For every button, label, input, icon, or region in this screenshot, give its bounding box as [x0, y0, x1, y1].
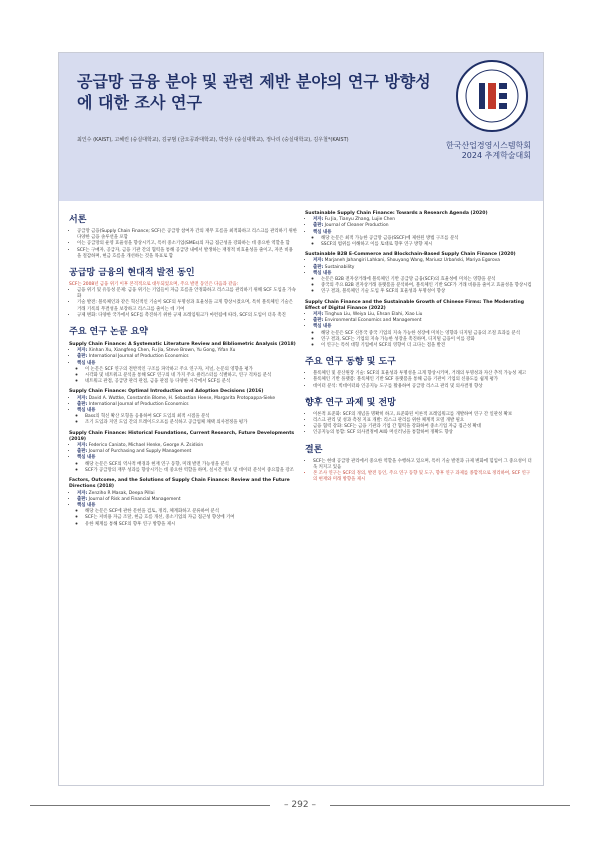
paper-summary — [69, 389, 297, 426]
paper-title: Sustainable Supply Chain Finance: Towards a Research Agenda (2020) — [305, 211, 488, 216]
paper-authors-label: 저자: — [313, 312, 324, 318]
paper-point: ◦ 중국의 주요 B2B 전자상거래 플랫폼을 분석하여, 블록체인 기반 SCF가 거래 비용을 줄이고 효율성을 향상시킴 — [321, 283, 533, 289]
paper-venue-value: Journal of Purchasing and Supply Management — [88, 449, 192, 455]
paper-point: ◦ 연구 결과, 블록체인 기술 도입 후 SCF의 효율성과 투명성이 향상 — [321, 289, 533, 295]
paper-key-label: 핵심 내용 — [77, 408, 96, 414]
paper-point: ◦ 해당 논문은 SCF 신흥국 중국 기업의 지속 가능한 성장에 미치는 영향과 디지털 금융의 조절 효과를 분석 — [321, 331, 533, 337]
right-column — [305, 207, 533, 483]
paper-meta — [69, 491, 297, 528]
paper-summary — [69, 342, 297, 385]
paper-authors-value: Zenziho R Masak, Deepa Pillai — [88, 490, 155, 496]
paper-authors-value: Fu Jia, Tianyu Zhang, Lujie Chen — [324, 217, 395, 223]
intro-item: • 이는 공급망의 운영 효율성을 향상시키고, 특히 중소기업(SMEs)의 자금 접근성을 강화하는 데 중요한 역할을 함 — [77, 241, 297, 247]
paper-meta — [69, 348, 297, 385]
paper-key-points — [77, 408, 297, 427]
paper-summary — [305, 252, 533, 295]
paper-authors-label: 저자: — [313, 217, 324, 223]
paper-venue-value: Environmental Economics and Management — [324, 318, 422, 324]
paper-authors-label: 저자: — [77, 490, 88, 496]
intro-item: • SCF는 구매자, 공급자, 금융 기관 간의 협력을 통해 공급망 내에서 발생하는 재정적 비효율성을 줄이고, 자본 비용을 절감하며, 현금 흐름을 개선하는 것을 목표로 함 — [77, 248, 297, 260]
paper-key-points — [313, 271, 533, 296]
paper-title: Supply Chain Finance: Historical Foundations, Current Research, Future Developments (2019) — [69, 430, 295, 442]
tools-item: • 데이터 분석: 빅데이터와 인공지능 도구를 활용하여 공급망 리스크 관리 및 의사결정 향상 — [313, 384, 533, 390]
paper-point: ◦ SCF가 공급망의 재무 성과를 향상시키는 데 중요한 역할을 하며, 실시간 정보 및 데이터 분석이 중요함을 강조 — [85, 468, 297, 474]
paper-key-label: 핵심 내용 — [77, 502, 96, 508]
paper-authors-value: David A. Wuttke, Constantin Blome, H. Sebastian Heese, Margarita Protopappa-Sieke — [88, 395, 276, 401]
left-column — [69, 207, 297, 528]
tools-item: • 블록체인 및 분산원장 기술: SCF의 효율성과 투명성을 크게 향상시키며, 거래의 투명성과 자산 추적 가능성 제고 — [313, 371, 533, 377]
paper-title: Supply Chain Finance: Optimal Introduction and Adoption Decisions (2016) — [69, 389, 264, 395]
paper-authors-label: 저자: — [313, 258, 324, 264]
paper-authors-label: 저자: — [77, 395, 88, 401]
paper-meta — [305, 258, 533, 295]
paper-point: ◦ 연구 결과, SCF는 기업의 지속 가능한 성장을 촉진하며, 디지털 금융이 이를 강화 — [321, 337, 533, 343]
paper-meta — [305, 312, 533, 349]
paper-point: ◦ 해당 논문은 최적 가능한 공급망 금융(SSCF)에 제한된 방법 구조를 분석 — [321, 236, 533, 242]
paper-point: ◦ 시각화 및 네트워크 분석을 통해 SCF 연구의 네 가지 주요 클러스터를 식별하고, 연구 격차를 분석 — [85, 373, 297, 379]
drivers-highlight: SCF는 2008년 금융 위기 이후 본격적으로 대두되었으며, 주요 발전 동인은 다음과 같음: — [69, 282, 239, 288]
paper-venue-value: Journal of Risk and Financial Management — [88, 496, 181, 502]
poster-header — [59, 53, 543, 201]
paper-title: Supply Chain Finance: A Systematic Literature Review and Bibliometric Analysis (2018) — [69, 342, 296, 348]
paper-key-points — [77, 361, 297, 386]
paper-venue-label: 출판: — [77, 401, 88, 407]
paper-point: ◦ 네트워크 관점, 공급망 관리 관점, 금융 관점 등 다양한 시각에서 SCF를 분석 — [85, 379, 297, 385]
paper-title: Supply Chain Finance and the Sustainable Growth of Chinese Firms: The Moderating Effect of Digital Finance (2022) — [305, 299, 525, 311]
paper-key-label: 핵심 내용 — [313, 324, 332, 330]
paper-summary — [69, 431, 297, 474]
conference-event: 2024 추계학술대회 — [461, 151, 531, 160]
paper-summary — [305, 300, 533, 350]
future-item: • 금융 협력 강화: SCF는 금융 기관과 기업 간 협력을 강화하여 중소기업 자금 접근성 확대 — [313, 424, 533, 430]
tools-list — [305, 371, 533, 390]
conclusion-item: • 본 조사 연구는 SCF의 정의, 발전 동인, 주요 연구 동향 및 도구, 향후 연구 과제를 종합적으로 정리하여, SCF 연구의 현재와 미래 방향을 제시 — [313, 471, 533, 483]
paper-point: ◦ 조기 도입과 지연 도입 간의 트레이드오프를 분석하고 공급업체 채택 의사결정을 평가 — [85, 420, 297, 426]
section-title-drivers: 공급망 금융의 현대적 발전 동인 — [69, 268, 195, 279]
paper-meta — [305, 217, 533, 248]
paper-summary — [305, 211, 533, 248]
paper-title: Factors, Outcome, and the Solutions of Supply Chain Finance: Review and the Future Directions (2018) — [69, 478, 290, 490]
paper-point: ◦ 유한 체계를 통해 SCF의 향후 연구 방향을 제시 — [85, 522, 297, 528]
conclusion-item: • SCF는 현대 공급망 관리에서 중요한 역할을 수행하고 있으며, 특히 기술 발전과 규제 변화에 힘입어 그 중요성이 더욱 커지고 있음 — [313, 459, 533, 471]
section-title-conclusion: 결론 — [305, 444, 323, 455]
paper-meta — [69, 396, 297, 427]
paper-venue-label: 출판: — [77, 449, 88, 455]
paper-key-points — [313, 324, 533, 349]
paper-key-points — [77, 503, 297, 528]
conference-name — [446, 141, 531, 161]
paper-venue-label: 출판: — [77, 354, 88, 360]
poster-title: 공급망 금융 분야 및 관련 제반 분야의 연구 방향성에 대한 조사 연구 — [77, 72, 431, 112]
future-list — [305, 412, 533, 437]
paper-point: ◦ 이 연구는 특히 대형 기업에서 SCF의 영향이 더 크다는 점을 발견 — [321, 343, 533, 349]
future-item: • 인공지능의 통합: SCF 의사결정에 AI와 머신러닝을 통합하여 정확도 향상 — [313, 430, 533, 436]
paper-venue-label: 출판: — [313, 318, 324, 324]
future-item: • 이론적 표준화: SCF의 개념을 명확히 하고, 표준화된 이론적 프레임워크를 개발하여 연구 간 일관성 확보 — [313, 412, 533, 418]
paper-point: ◦ 이 논문은 SCF 연구의 전반적인 구조를 파악하고 주요 연구자, 저널, 논문의 영향을 평가 — [85, 367, 297, 373]
paper-venue-value: International Journal of Production Economics — [88, 401, 189, 407]
drivers-list — [69, 288, 297, 319]
paper-authors-value: Xinhan Xu, Xiangfeng Chen, Fu Jia, Steve Brown, Yu Gong, Yifan Xu — [88, 348, 236, 354]
paper-summary — [69, 478, 297, 528]
paper-point: ◦ 해당 논문은 SCF에 관한 문헌을 검토, 정리, 체계화하고 분류하여 분석 — [85, 509, 297, 515]
poster-authors: 최인수 (KAIST), 고혜린 (숭실대학교), 김규범 (금오공과대학교), 박성우 (숭실대학교), 정나리 (숭실대학교), 김우철*(KAIST) — [77, 137, 349, 143]
paper-key-points — [77, 455, 297, 474]
paper-venue-label: 출판: — [77, 496, 88, 502]
future-item: • 리스크 관리 및 성과 측정 지표 개발: 리스크 관리를 위한 체계적 모델 개발 필요 — [313, 418, 533, 424]
paper-point: ◦ Bass의 혁신 확산 모형을 응용하여 SCF 도입의 최적 시점을 분석 — [85, 414, 297, 420]
paper-key-label: 핵심 내용 — [313, 229, 332, 235]
paper-venue-label: 출판: — [313, 223, 324, 229]
paper-authors-value: Tinghua Liu, Weiya Liu, Ehsan Elahi, Xiao Liu — [324, 312, 423, 318]
paper-venue-value: International Journal of Production Economics — [88, 354, 189, 360]
section-title-future: 향후 연구 과제 및 전망 — [305, 397, 396, 408]
section-title-intro: 서론 — [69, 215, 87, 225]
society-logo-icon — [455, 59, 529, 133]
conclusion-list — [305, 459, 533, 483]
section-title-tools: 주요 연구 동향 및 도구 — [305, 357, 396, 368]
paper-authors-label: 저자: — [77, 443, 88, 449]
paper-point: ◦ SCF는 저비용 자금 조달, 현금 흐름 개선, 중소기업의 자금 접근성 향상에 기여 — [85, 515, 297, 521]
paper-title: Sustainable B2B E-Commerce and Blockchain-Based Supply Chain Finance (2020) — [305, 252, 516, 258]
paper-authors-label: 저자: — [77, 348, 88, 354]
section-title-review: 주요 연구 논문 요약 — [69, 327, 148, 338]
paper-key-label: 핵심 내용 — [77, 455, 96, 461]
drivers-item: • 기술 발전: 블록체인과 같은 혁신적인 기술이 SCF의 투명성과 효율성을 크게 향상시켰으며, 특히 블록체인 기술은 거래 기록의 무결성을 보장하고 리스크를 줄이는 데 기여 — [77, 300, 297, 312]
paper-key-points — [313, 230, 533, 249]
paper-point: ◦ 논문은 B2B 전자상거래에 블록체인 기반 공급망 금융(SCF)의 효율성에 미치는 영향을 분석 — [321, 277, 533, 283]
tools-item: • 블록체인 기반 플랫폼: 블록체인 기반 SCF 플랫폼을 통해 금융 기관이 기업의 신용도를 쉽게 평가 — [313, 377, 533, 383]
page-number: – 292 – — [284, 800, 316, 810]
paper-authors-value: Federico Caniato, Michael Henke, George A. Zsidisin — [88, 443, 204, 449]
paper-venue-value: Sustainability — [324, 264, 355, 270]
intro-list — [69, 229, 297, 260]
drivers-item: • 규제 변화: 다양한 국가에서 SCF를 촉진하기 위한 규제 프레임워크가 마련됨에 따라, SCF의 도입이 더욱 촉진 — [77, 313, 297, 319]
poster — [58, 52, 544, 786]
conference-society: 한국산업경영시스템학회 — [445, 141, 531, 150]
drivers-item: • 금융 위기 및 유동성 문제: 금융 위기는 기업들이 자금 흐름을 안정화하고 리스크를 관리하기 위해 SCF 도입을 가속화 — [77, 288, 297, 300]
paper-point: ◦ SSCF의 범위를 이해하고 이를 토대로 향후 연구 방향 제시 — [321, 242, 533, 248]
paper-point: ◦ 해당 논문은 SCF의 역사적 배경과 현재 연구 동향, 미래 발전 가능성을 분석 — [85, 462, 297, 468]
paper-meta — [69, 443, 297, 474]
intro-item: • 공급망 금융(Supply Chain Finance; SCF)은 공급망 참여자 간의 재무 흐름을 최적화하고 리스크를 관리하기 위한 다양한 금융 솔루션을 포함 — [77, 229, 297, 241]
paper-venue-value: Journal of Cleaner Production — [324, 223, 389, 229]
paper-venue-label: 출판: — [313, 264, 324, 270]
paper-key-label: 핵심 내용 — [313, 270, 332, 276]
paper-authors-value: Marjaneh Jahangiri Lahkani, Shouyang Wang, Mariusz Urbański, Mariya Egorova — [324, 258, 500, 264]
paper-key-label: 핵심 내용 — [77, 360, 96, 366]
